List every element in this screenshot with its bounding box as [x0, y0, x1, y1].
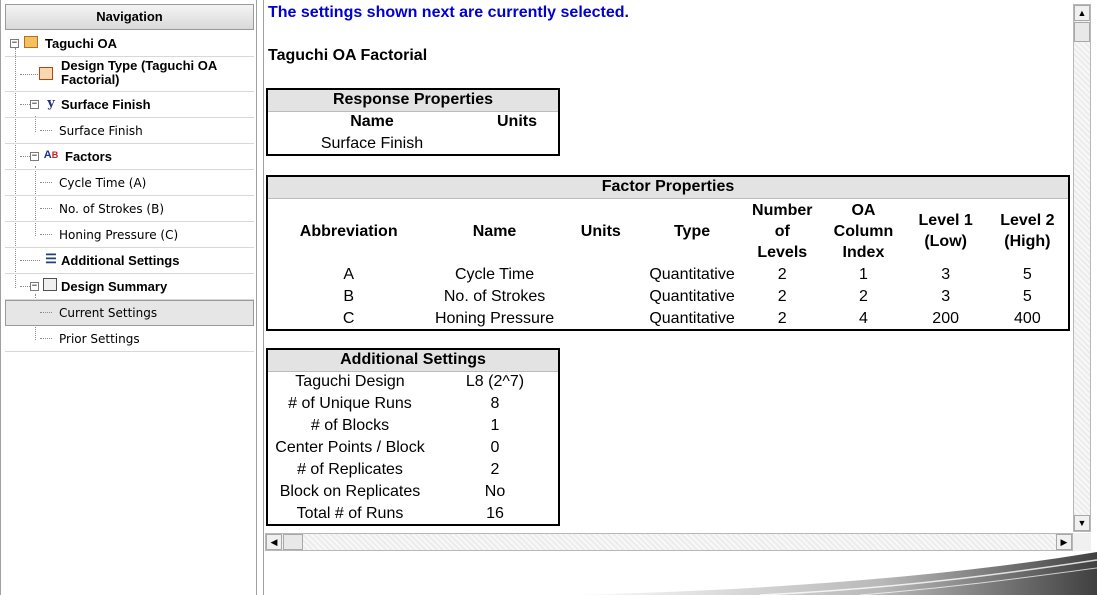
scroll-thumb[interactable] [283, 534, 303, 550]
column-header: Name [350, 113, 394, 131]
design-folder-icon [24, 36, 38, 48]
nav-item-prior-settings[interactable]: Prior Settings [5, 326, 254, 352]
table-row: Total # of Runs 16 [296, 504, 504, 522]
navigation-header: Navigation [5, 4, 254, 30]
table-row: # of Replicates 2 [297, 461, 500, 478]
column-header: Abbreviation [299, 222, 398, 240]
nav-item-no-of-strokes[interactable]: No. of Strokes (B) [5, 196, 254, 222]
collapse-icon[interactable]: − [31, 281, 38, 291]
collapse-icon[interactable]: − [11, 38, 18, 48]
collapse-icon[interactable]: − [31, 151, 38, 161]
scroll-left-icon[interactable]: ◀ [266, 534, 282, 550]
factors-ab-icon: A B [43, 149, 59, 161]
summary-icon [43, 278, 57, 291]
column-header: Type [673, 222, 711, 240]
column-header: Units [497, 113, 537, 131]
nav-item-surface-finish[interactable]: Surface Finish [5, 118, 254, 144]
scroll-up-icon[interactable]: ▲ [1074, 5, 1090, 21]
column-header: Level 1 (Low) [918, 212, 973, 251]
decorative-swoosh [560, 548, 1097, 595]
column-header: OA Column Index [833, 201, 894, 261]
scroll-right-icon[interactable]: ▶ [1056, 534, 1072, 550]
table-row: # of Blocks 1 [310, 417, 500, 434]
nav-item-current-settings[interactable]: Current Settings [5, 300, 254, 326]
selected-settings-note: The settings shown next are currently selected. [268, 4, 629, 21]
factor-properties-title: Factor Properties [267, 176, 1069, 198]
additional-settings-title: Additional Settings [267, 349, 559, 371]
scroll-down-icon[interactable]: ▼ [1074, 515, 1090, 531]
table-row: Center Points / Block 0 [275, 439, 500, 456]
column-header: Name [472, 222, 517, 240]
response-y-icon: y [47, 95, 55, 111]
additional-settings-table [266, 348, 560, 526]
nav-item-design-summary[interactable]: − Design Summary [5, 274, 254, 300]
column-header: Units [580, 222, 621, 240]
table-row: Surface Finish [320, 134, 424, 152]
table-row: A Cycle Time Quantitative 2 1 3 5 [343, 266, 1032, 283]
nav-item-additional-settings[interactable]: ☰ Additional Settings [5, 248, 254, 274]
response-properties-title: Response Properties [267, 89, 559, 111]
table-row: C Honing Pressure Quantitative 2 4 200 400 [342, 309, 1041, 327]
design-type-icon [39, 67, 53, 80]
settings-content-area [263, 0, 1097, 595]
factor-properties-table [266, 175, 1070, 331]
vertical-scrollbar[interactable] [1073, 4, 1091, 532]
table-row: # of Unique Runs 8 [288, 395, 500, 412]
column-header: Level 2 (High) [1000, 212, 1055, 251]
column-header: Number of Levels [752, 201, 813, 261]
table-row: B No. of Strokes Quantitative 2 2 3 5 [343, 288, 1032, 305]
scroll-thumb[interactable] [1074, 22, 1090, 42]
nav-item-design-type[interactable]: Design Type (Taguchi OA Factorial) [5, 57, 254, 92]
nav-item-cycle-time[interactable]: Cycle Time (A) [5, 170, 254, 196]
nav-item-taguchi-oa[interactable]: − Taguchi OA [5, 31, 254, 57]
list-settings-icon: ☰ [45, 251, 57, 266]
nav-item-honing-pressure[interactable]: Honing Pressure (C) [5, 222, 254, 248]
collapse-icon[interactable]: − [31, 99, 38, 109]
design-title: Taguchi OA Factorial [268, 47, 428, 64]
navigation-panel [0, 0, 257, 595]
response-properties-table [266, 88, 560, 156]
table-row: Taguchi Design L8 (2^7) [295, 373, 525, 391]
nav-item-factors[interactable]: − A B Factors [5, 144, 254, 170]
table-row: Block on Replicates No [279, 483, 506, 500]
nav-item-response-surface-finish[interactable]: − y Surface Finish [5, 92, 254, 118]
